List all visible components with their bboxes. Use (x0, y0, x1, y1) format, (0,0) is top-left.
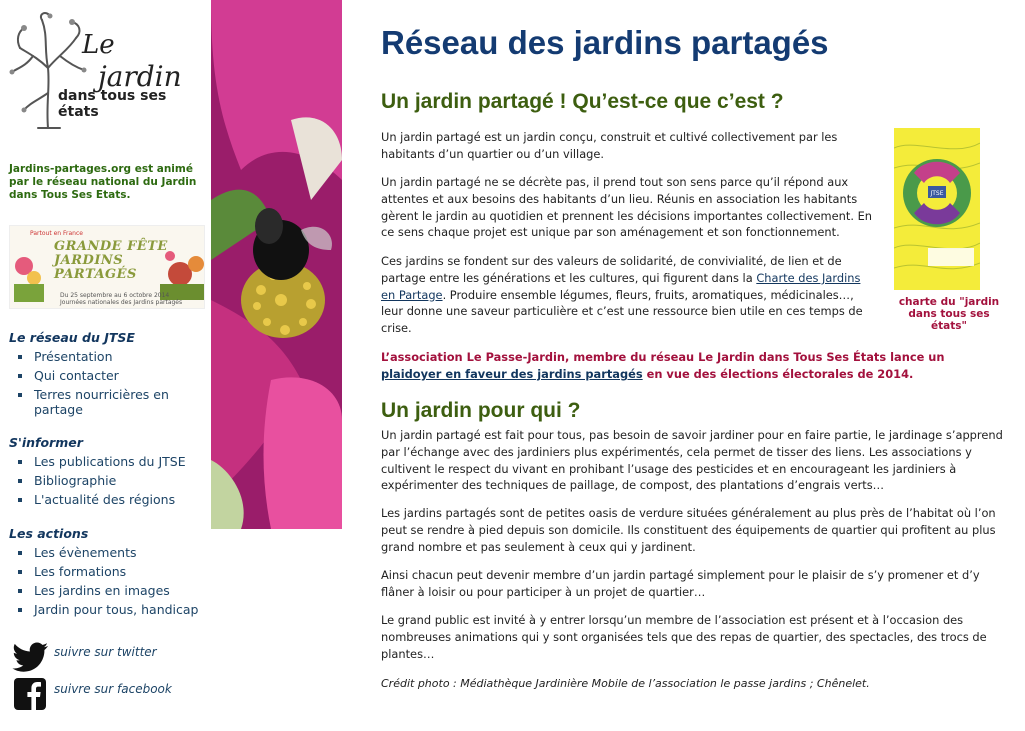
page-title: Réseau des jardins partagés (381, 24, 829, 61)
banner-title-line: GRANDE FÊTE (54, 239, 168, 254)
nav-item-actualite[interactable]: L'actualité des régions (9, 492, 209, 507)
nav-list (9, 545, 209, 617)
twitter-bird-icon (12, 642, 50, 674)
nav-section-title: Les actions (9, 526, 89, 541)
logo-text-tous: dans tous ses états (58, 88, 167, 120)
nav-section-title: S'informer (9, 435, 83, 450)
site-tagline: Jardins-partages.org est animé par le réseau national du Jardin dans Tous Ses Etats. (9, 163, 197, 201)
banner-sub-line: Journées nationales des Jardins partagés (60, 299, 183, 306)
logo-text-jardin: jardin (98, 60, 182, 93)
charte-caption[interactable]: charte du "jardin dans tous ses états" (898, 296, 1000, 332)
nav-section-informer (9, 435, 209, 511)
section-heading-who: Un jardin pour qui ? (381, 399, 581, 422)
nav-list (9, 454, 209, 507)
site-logo[interactable] (8, 8, 198, 136)
logo-text-le: Le (82, 30, 115, 60)
nav-item-publications[interactable]: Les publications du JTSE (9, 454, 209, 469)
text: . Produire ensemble légumes, fleurs, fruits, aromatiques, médicinales…, leur donne une saveur particulière et c’est une ressource bien utile en ces temps de crise. (381, 287, 863, 336)
banner-title (54, 240, 168, 282)
fete-banner[interactable] (9, 225, 205, 309)
banner-small-text: Partout en France (30, 230, 83, 237)
banner-dates-line: Du 25 septembre au 6 octobre 2014 (60, 292, 170, 299)
banner-dates (60, 292, 182, 306)
text: Ces jardins se fondent sur des valeurs de solidarité, de convivialité, de lien et de partage entre les générations et les cultures, qui figurent dans la (381, 254, 842, 285)
paragraph: Un jardin partagé est un jardin conçu, construit et cultivé collectivement par les habitants d’un quartier ou d’un village. (381, 130, 838, 161)
poster-label: JTSE (930, 190, 944, 197)
cosmos-flower-bee-image (211, 0, 342, 529)
nav-item-images[interactable]: Les jardins en images (9, 583, 209, 598)
alert-plaidoyer (381, 349, 961, 383)
twitter-label: suivre sur twitter (54, 645, 157, 659)
twitter-link[interactable] (12, 642, 157, 674)
nav-item-formations[interactable]: Les formations (9, 564, 209, 579)
section-heading-what: Un jardin partagé ! Qu’est-ce que c’est ? (381, 90, 784, 113)
nav-item-terres[interactable]: Terres nourricières en partage (9, 387, 209, 417)
text: en vue des élections électorales de 2014. (642, 367, 914, 381)
banner-title-line: PARTAGÉS (54, 267, 137, 282)
nav-list (9, 349, 209, 417)
facebook-label: suivre sur facebook (54, 682, 172, 696)
paragraph: Le grand public est invité à y entrer lorsqu’un membre de l’association est présent et à l’occasion des nombreuses animations qui y sont organisées tels que des repas de quartier, des spectacles, des trocs de plantes… (381, 613, 987, 661)
paragraph: Les jardins partagés sont de petites oasis de verdure situées généralement au plus près de l’habitat où l’on peut se rendre à pied depuis son domicile. Ils constituent des équipements de quartier qui profitent au plus grand nombre et pas seulement à ceux qui y jardinent. (381, 506, 996, 554)
flower-photo (211, 0, 342, 529)
facebook-icon (12, 676, 48, 712)
charte-link[interactable]: Charte des Jardins en Partage (381, 270, 861, 302)
charte-figure[interactable] (890, 128, 1008, 332)
nav-section-reseau (9, 330, 209, 421)
plaidoyer-link[interactable]: plaidoyer en faveur des jardins partagés (381, 367, 643, 381)
nav-item-handicap[interactable]: Jardin pour tous, handicap (9, 602, 209, 617)
nav-item-contact[interactable]: Qui contacter (9, 368, 209, 383)
banner-title-line: JARDINS (54, 253, 124, 268)
text: L’association Le Passe-Jardin, membre du réseau Le Jardin dans Tous Ses États lance un (381, 350, 945, 364)
nav-item-presentation[interactable]: Présentation (9, 349, 209, 364)
paragraph: Un jardin partagé est fait pour tous, pas besoin de savoir jardiner pour en faire partie, le jardinage s’apprend par l’échange avec des jardiniers plus expérimentés, cela permet de tisser des liens. Les associations y cultivent le respect du vivant en prohibant l’usage des pesticides et en encourageant les jardiniers à expérimenter des techniques de paillage, de compost, des plantations d’engrais verts… (381, 428, 1003, 493)
facebook-link[interactable] (12, 676, 172, 712)
nav-item-evenements[interactable]: Les évènements (9, 545, 209, 560)
nav-item-bibliographie[interactable]: Bibliographie (9, 473, 209, 488)
paragraph: Ainsi chacun peut devenir membre d’un jardin partagé simplement pour le plaisir de s’y promener et d’y flâner à loisir ou pour participer à un projet de quartier… (381, 568, 980, 599)
charte-poster-image (894, 128, 980, 290)
paragraph: Un jardin partagé ne se décrète pas, il prend tout son sens parce qu’il répond aux attentes et aux besoins des habitants d’un lieu. Réunis en association les habitants gèrent le jardin au quotidien et prennent les décisions importantes collectivement. En ce sens chaque projet est unique par son aménagement et son fonctionnement. (381, 175, 873, 240)
nav-section-actions (9, 526, 209, 621)
paragraph-charte (381, 253, 876, 337)
photo-credit: Crédit photo : Médiathèque Jardinière Mobile de l’association le passe jardins ; Chênelet. (381, 677, 870, 690)
nav-section-title: Le réseau du JTSE (9, 330, 135, 345)
sidebar (0, 0, 210, 731)
